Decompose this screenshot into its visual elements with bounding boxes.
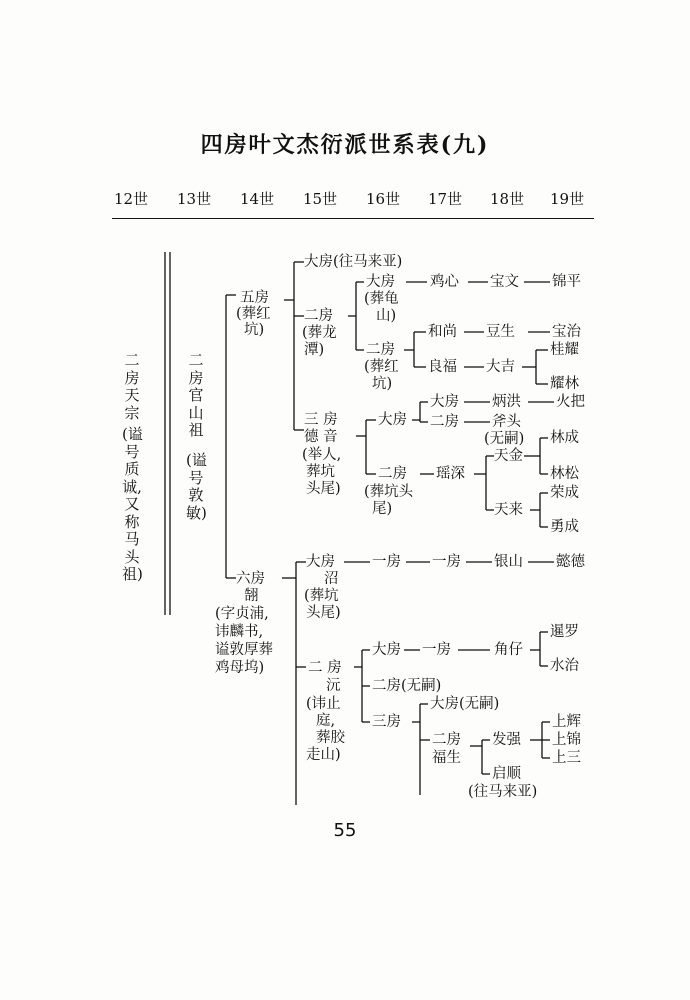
gen-17-label: 17世: [428, 190, 463, 208]
heshang-label: 和尚: [428, 324, 457, 340]
gen-19-label: 19世: [550, 190, 585, 208]
jixin-label: 鸡心: [430, 274, 459, 290]
gen-12-label: 12世: [114, 190, 149, 208]
yaoshen-label: 瑶深: [436, 466, 465, 482]
b3-2-note-1: (葬坑头: [364, 484, 414, 500]
c2-name: 沅: [326, 678, 341, 694]
yaolin-label: 耀林: [550, 376, 579, 392]
daji-label: 大吉: [486, 359, 515, 375]
gen-18-label: 18世: [490, 190, 525, 208]
c1-note-1: (葬坑: [304, 588, 339, 604]
page-title: 四房叶文杰衍派世系表(九): [200, 132, 490, 158]
c1-note-2: 头尾): [306, 605, 341, 621]
c2-3-1-label: 大房(无嗣): [430, 696, 500, 712]
gen-16-label: 16世: [366, 190, 401, 208]
page-number: 55: [333, 820, 357, 841]
wufang-label: 五房: [240, 290, 269, 306]
faqiang-label: 发强: [492, 732, 521, 748]
b2-1-label: 大房: [366, 274, 395, 290]
tianlai-label: 天来: [494, 502, 523, 518]
baozhi-label: 宝治: [552, 324, 581, 340]
c2-1-a-label: 一房: [422, 642, 451, 658]
gen-13-label: 13世: [177, 190, 212, 208]
c2-2-label: 二房(无嗣): [372, 678, 442, 694]
b2-2-note-1: (葬红: [364, 359, 399, 375]
b2-1-note-2: 山): [376, 308, 397, 324]
jiaozi-label: 角仔: [494, 642, 523, 658]
c2-3-label: 三房: [372, 714, 401, 730]
futou-note: (无嗣): [484, 431, 525, 447]
liangfu-label: 良福: [428, 359, 457, 375]
liufang-name: 䎋: [244, 588, 259, 604]
liufang-note-2: 讳麟书,: [215, 624, 264, 640]
c2-label: 二 房: [308, 660, 342, 676]
gen13-ancestor-note: (谥号敦敏): [186, 451, 207, 522]
wufang-note-2: 坑): [244, 322, 265, 338]
gen-15-label: 15世: [303, 190, 338, 208]
c1-b-label: 一房: [432, 554, 461, 570]
shuizhi-label: 水治: [550, 658, 579, 674]
wufang-note-1: (葬红: [236, 306, 271, 322]
tianjin-label: 天金: [494, 448, 523, 464]
shangjin-label: 上锦: [552, 732, 581, 748]
shanghui-label: 上辉: [552, 714, 581, 730]
yongcheng-label: 勇成: [550, 519, 579, 535]
lincheng-label: 林成: [550, 430, 579, 446]
c2-note-1: (讳止: [306, 696, 341, 712]
gen-14-label: 14世: [240, 190, 275, 208]
yinshan-label: 银山: [494, 554, 523, 570]
rongcheng-label: 荣成: [550, 485, 579, 501]
b3-1-1-label: 大房: [430, 394, 459, 410]
c2-3-2-label: 二房: [432, 732, 461, 748]
b3-note-3: 头尾): [306, 481, 341, 497]
qishun-note: (往马来亚): [468, 784, 538, 800]
futou-label: 斧头: [492, 414, 521, 430]
yide-label: 懿德: [556, 554, 585, 570]
c1-name: 沼: [324, 571, 339, 587]
jinping-label: 锦平: [552, 274, 581, 290]
b3-label: 三 房: [304, 412, 338, 428]
qishun-label: 启顺: [492, 766, 521, 782]
gen13-ancestor-name: 二房官山祖: [188, 351, 204, 439]
b2-note-1: (葬龙: [302, 325, 337, 341]
c1-label: 大房: [306, 554, 335, 570]
b2-note-2: 潭): [304, 342, 325, 358]
xianluo-label: 暹罗: [550, 624, 579, 640]
guiyao-label: 桂耀: [550, 342, 579, 358]
b3-1-label: 大房: [378, 412, 407, 428]
gen12-ancestor-note: (谥号质诚,又称马头祖): [122, 425, 143, 583]
shangsan-label: 上三: [552, 750, 581, 766]
c1-a-label: 一房: [372, 554, 401, 570]
c2-note-4: 走山): [306, 747, 341, 763]
b2-label: 二房: [304, 308, 333, 324]
linsong-label: 林松: [550, 466, 579, 482]
b3-1-2-label: 二房: [430, 414, 459, 430]
dousheng-label: 豆生: [486, 324, 515, 340]
c2-note-2: 庭,: [316, 713, 336, 729]
b3-note-2: 葬坑: [306, 464, 335, 480]
huoba-label: 火把: [556, 394, 585, 410]
b2-2-note-2: 坑): [372, 376, 393, 392]
c2-1-label: 大房: [372, 642, 401, 658]
baowen-label: 宝文: [490, 274, 519, 290]
b3-2-note-2: 尾): [372, 501, 393, 517]
liufang-label: 六房: [236, 571, 265, 587]
fusheng-label: 福生: [432, 750, 461, 766]
b3-note-1: (举人,: [302, 447, 342, 463]
b1-label: 大房(往马来亚): [304, 254, 403, 270]
b2-2-label: 二房: [366, 342, 395, 358]
liufang-note-1: (字贞浦,: [215, 606, 269, 622]
liufang-note-4: 鸡母坞): [215, 660, 265, 676]
b2-1-note-1: (葬龟: [364, 291, 399, 307]
c2-note-3: 葬胶: [316, 730, 345, 746]
b3-name: 德 音: [304, 429, 338, 445]
gen12-ancestor-name: 二房天宗: [124, 351, 140, 422]
binghong-label: 炳洪: [492, 394, 521, 410]
liufang-note-3: 谥敦厚葬: [215, 642, 273, 658]
b3-2-label: 二房: [378, 466, 407, 482]
